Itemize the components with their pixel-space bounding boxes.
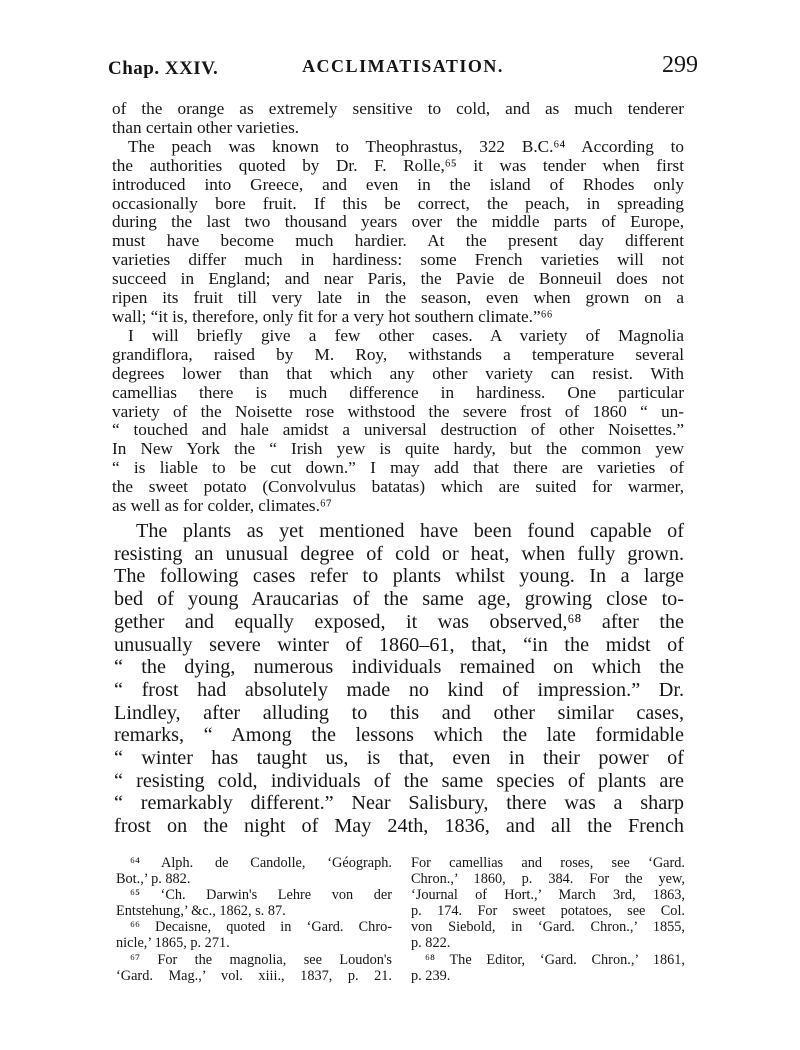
text-line: grandiflora, raised by M. Roy, withstands a temperature several (112, 344, 684, 364)
text-line: must have become much hardier. At the present day different (112, 231, 684, 251)
footnote-line: p. 239. (411, 967, 451, 984)
text-line: than certain other varieties. (112, 117, 300, 137)
text-line: “ is liable to be cut down.” I may add that there are varieties of (112, 458, 684, 478)
footnote-line: ⁶⁴ Alph. de Candolle, ‘Géograph. (130, 855, 392, 871)
text-line: the authorities quoted by Dr. F. Rolle,⁶⁵ it was tender when first (112, 155, 684, 175)
text-line: wall; “it is, therefore, only fit for a very hot southern climate.”⁶⁶ (112, 306, 553, 326)
text-line: The following cases refer to plants whilst young. In a large (114, 565, 684, 588)
text-line: The plants as yet mentioned have been found capable of (136, 520, 684, 542)
footnote-line: von Siebold, in ‘Gard. Chron.,’ 1855, (411, 919, 685, 936)
text-line: “ frost had absolutely made no kind of impression.” Dr. (114, 678, 684, 701)
text-line: of the orange as extremely sensitive to cold, and as much tenderer (112, 99, 684, 118)
text-line: during the last two thousand years over the middle parts of Europe, (112, 212, 684, 232)
text-line: varieties differ much in hardiness: some French varieties will not (112, 250, 684, 270)
chapter-label: Chap. XXIV. (108, 58, 219, 79)
text-line: degrees lower than that which any other variety can resist. With (112, 363, 684, 383)
footnote-line: ‘Gard. Mag.,’ vol. xiii., 1837, p. 21. (116, 967, 392, 984)
text-line: as well as for colder, climates.⁶⁷ (112, 496, 332, 516)
text-line: “ winter has taught us, is that, even in their power of (114, 747, 684, 770)
text-line: ripen its fruit till very late in the season, even when grown on a (112, 288, 684, 308)
footnote-line: ‘Journal of Hort.,’ March 3rd, 1863, (411, 887, 685, 904)
footnote-line: p. 822. (411, 935, 451, 952)
text-line: camellias there is much difference in hardiness. One particular (112, 382, 684, 402)
footnote-line: ⁶⁵ ‘Ch. Darwin's Lehre von der (130, 887, 392, 904)
text-line: occasionally bore fruit. If this be correct, the peach, in spreading (112, 193, 684, 213)
chapter-title: ACCLIMATISATION. (302, 56, 504, 76)
text-line: In New York the “ Irish yew is quite hardy, but the common yew (112, 439, 684, 459)
text-line: the sweet potato (Convolvulus batatas) which are suited for warmer, (112, 477, 684, 497)
text-line: bed of young Araucarias of the same age, growing close to- (114, 588, 684, 611)
footnotes-right-column (411, 855, 685, 984)
page-number: 299 (662, 52, 698, 78)
text-line: The peach was known to Theophrastus, 322 B.C.⁶⁴ According to (128, 136, 684, 156)
text-line: frost on the night of May 24th, 1836, and all the French (114, 815, 684, 838)
text-line: succeed in England; and near Paris, the Pavie de Bonneuil does not (112, 269, 684, 289)
text-line: gether and equally exposed, it was observed,⁶⁸ after the (114, 610, 684, 633)
footnote-line: ⁶⁷ For the magnolia, see Loudon's (130, 951, 392, 968)
footnote-line: ⁶⁶ Decaisne, quoted in ‘Gard. Chro- (130, 919, 392, 936)
text-line: “ the dying, numerous individuals remained on which the (114, 656, 684, 679)
footnote-line: ⁶⁸ The Editor, ‘Gard. Chron.,’ 1861, (425, 951, 685, 968)
text-line: “ remarkably different.” Near Salisbury, there was a sharp (114, 792, 684, 815)
text-line: “ resisting cold, individuals of the same species of plants are (114, 769, 684, 792)
text-line: variety of the Noisette rose withstood the severe frost of 1860 “ un- (112, 401, 684, 421)
footnotes-left-column (116, 855, 392, 984)
text-line: Lindley, after alluding to this and other similar cases, (114, 701, 684, 724)
footnote-line: Chron.,’ 1860, p. 384. For the yew, (411, 871, 685, 888)
footnote-line: p. 174. For sweet potatoes, see Col. (411, 903, 685, 920)
text-line: “ touched and hale amidst a universal destruction of other Noisettes.” (112, 420, 684, 440)
footnote-line: nicle,’ 1865, p. 271. (116, 935, 230, 952)
footnote-line: For camellias and roses, see ‘Gard. (411, 855, 685, 871)
footnote-line: Bot.,’ p. 882. (116, 871, 191, 888)
continued-paragraphs (112, 100, 684, 516)
footnote-line: Entstehung,’ &c., 1862, s. 87. (116, 903, 286, 920)
text-line: I will briefly give a few other cases. A variety of Magnolia (128, 325, 684, 345)
main-paragraph (114, 520, 684, 838)
text-line: introduced into Greece, and even in the island of Rhodes only (112, 174, 684, 194)
text-line: resisting an unusual degree of cold or heat, when fully grown. (114, 542, 684, 565)
text-line: remarks, “ Among the lessons which the late formidable (114, 724, 684, 747)
text-line: unusually severe winter of 1860–61, that, “in the midst of (114, 633, 684, 656)
running-head (108, 52, 698, 82)
